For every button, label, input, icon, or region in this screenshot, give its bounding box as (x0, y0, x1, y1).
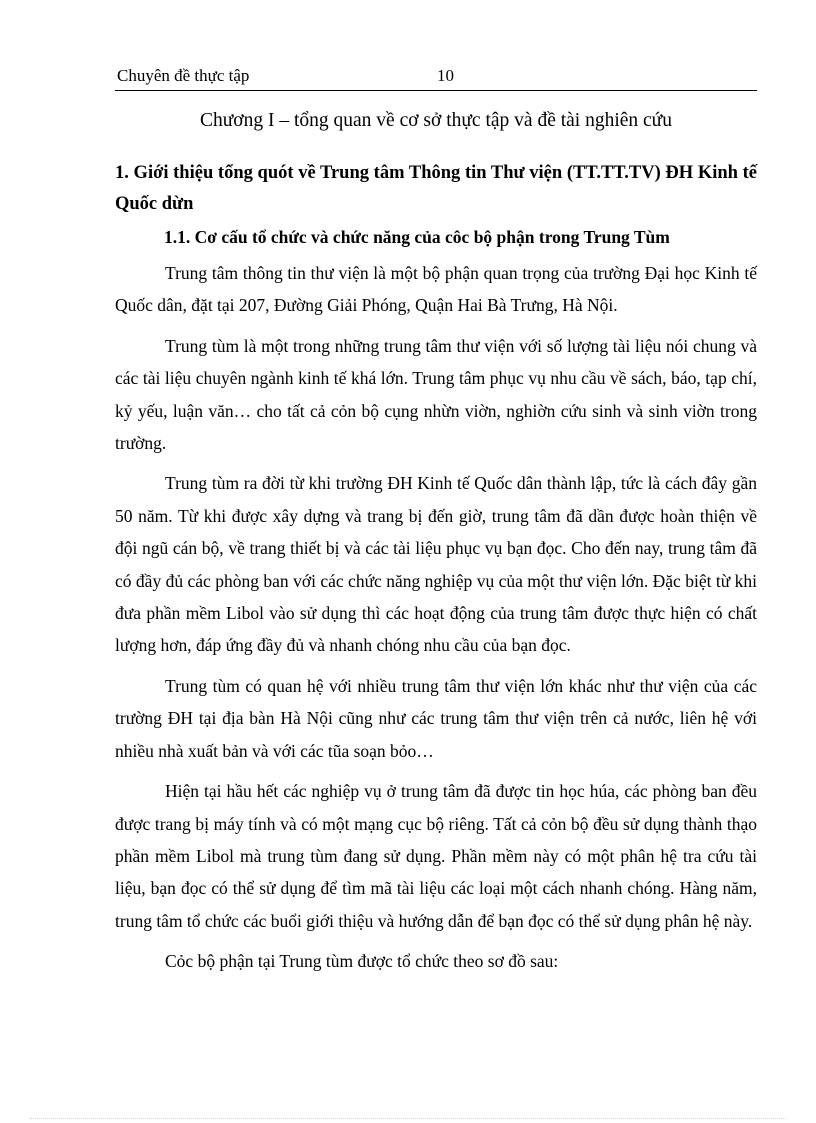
paragraph: Trung tùm có quan hệ với nhiều trung tâm thư viện lớn khác như thư viện của các trường ĐH tại địa bàn Hà Nội cũng như các trung tâm thư viện trên cả nước, liên hệ với nhiều nhà xuất bản và với các tũa soạn bỏo… (115, 675, 757, 761)
page-number: 10 (437, 66, 454, 85)
chapter-title: Chương I – tổng quan về cơ sở thực tập và đề tài nghiên cứu (199, 110, 673, 131)
section-heading: 1. Giới thiệu tổng quót về Trung tâm Thông tin Thư viện (TT.TT.TV) ĐH Kinh tế Quốc dừn (115, 163, 757, 214)
paragraph: Trung tùm là một trong những trung tâm thư viện với số lượng tài liệu nói chung và các tài liệu chuyên ngành kinh tế khá lớn. Trung tâm phục vụ nhu cầu về sách, báo, tạp chí, kỷ yếu, luận văn… cho tất cả cỏn bộ cụng nhừn viờn, nghiờn cứu sinh và sinh viờn trong trường. (115, 335, 757, 454)
page-bottom-divider (30, 1118, 786, 1119)
header-title: Chuyên đề thực tập (117, 66, 250, 85)
paragraph: Hiện tại hầu hết các nghiệp vụ ở trung tâm đã được tin học húa, các phòng ban đều được trang bị máy tính và có một mạng cục bộ riêng. Tất cả cỏn bộ đều sử dụng thành thạo phần mềm Libol mà trung tùm đang sử dụng. Phần mềm này có một phân hệ tra cứu tài liệu, bạn đọc có thể sử dụng để tìm mã tài liệu các loại một cách nhanh chóng. Hàng năm, trung tâm tổ chức các buổi giới thiệu và hướng dẫn để bạn đọc có thể sử dụng phân hệ này. (115, 781, 757, 931)
paragraph: Trung tâm thông tin thư viện là một bộ phận quan trọng của trường Đại học Kinh tế Quốc dân, đặt tại 207, Đường Giải Phóng, Quận Hai Bà Trưng, Hà Nội. (115, 263, 757, 316)
paragraph: Cỏc bộ phận tại Trung tùm được tổ chức theo sơ đồ sau: (165, 951, 559, 972)
body-text (115, 257, 757, 986)
paragraph: Trung tùm ra đời từ khi trường ĐH Kinh tế Quốc dân thành lập, tức là cách đây gần 50 năm. Từ khi được xây dựng và trang bị đến giờ, trung tâm đã dần được hoàn thiện về đội ngũ cán bộ, về trang thiết bị và các tài liệu phục vụ bạn đọc. Cho đến nay, trung tâm đã có đầy đủ các phòng ban với các chức năng nghiệp vụ của một thư viện lớn. Đặc biệt từ khi đưa phần mềm Libol vào sử dụng thì các hoạt động của trung tâm được thực hiện có chất lượng hơn, đáp ứng đầy đủ và nhanh chóng nhu cầu của bạn đọc. (115, 473, 757, 656)
page-header (115, 64, 757, 91)
subsection-heading: 1.1. Cơ cấu tổ chức và chức năng của côc bộ phận trong Trung Tùm (164, 227, 670, 247)
